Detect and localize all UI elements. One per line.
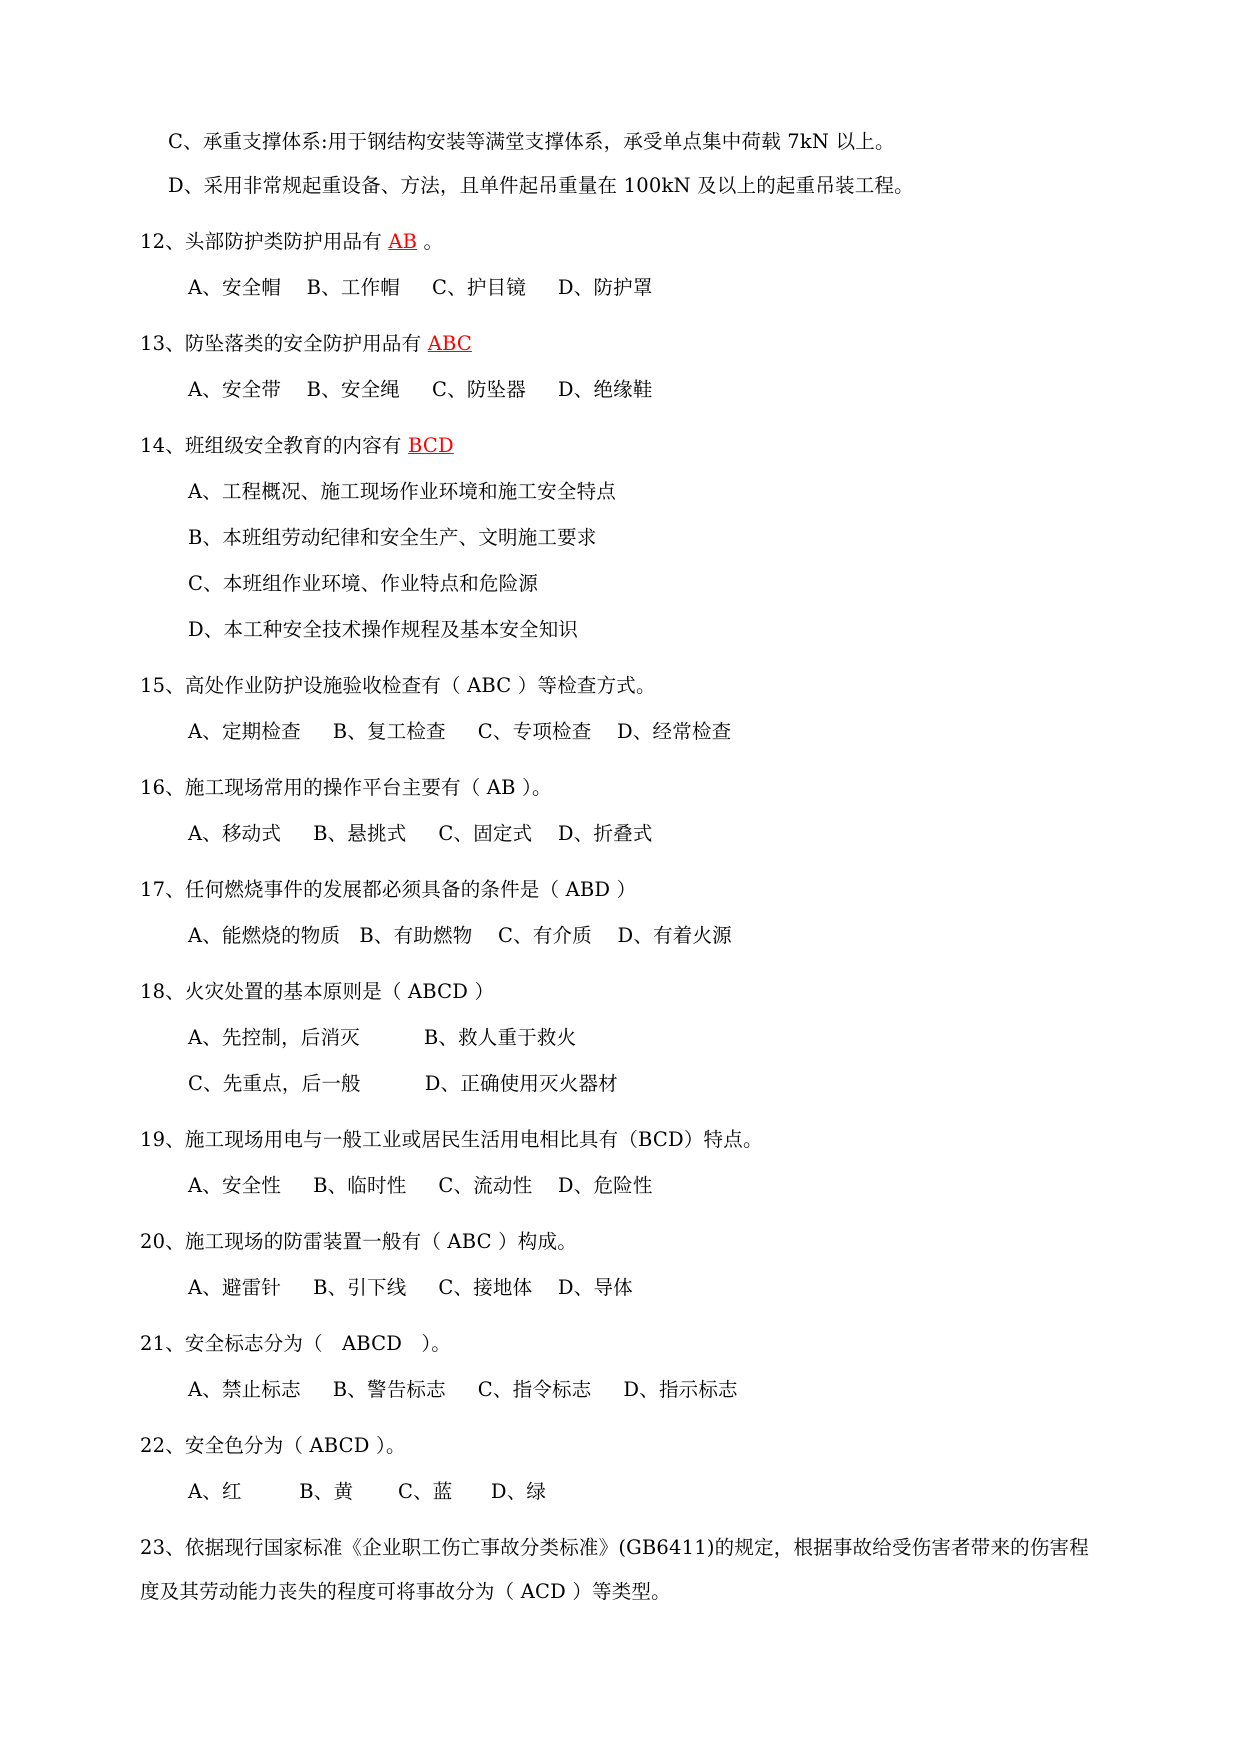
question-14: [140, 424, 1101, 468]
question-14-answer: BCD: [408, 434, 454, 457]
option-line: C、先重点，后一般 D、正确使用灭火器材: [188, 1072, 618, 1095]
question-18: 18、火灾处置的基本原则是（ ABCD ）: [140, 980, 495, 1003]
option-line: A、安全性 B、临时性 C、流动性 D、危险性: [188, 1174, 653, 1197]
question-15: 15、高处作业防护设施验收检查有（ ABC ）等检查方式。: [140, 674, 656, 697]
question-21: 21、安全标志分为（ ABCD ）。: [140, 1332, 451, 1355]
question-19: 19、施工现场用电与一般工业或居民生活用电相比具有（BCD）特点。: [140, 1128, 763, 1151]
option-line: A、能燃烧的物质 B、有助燃物 C、有介质 D、有着火源: [188, 924, 732, 947]
option-line: A、禁止标志 B、警告标志 C、指令标志 D、指示标志: [188, 1378, 738, 1401]
question-12: [140, 220, 1101, 264]
question-14-prefix: 14、班组级安全教育的内容有: [140, 434, 409, 457]
option-line: A、红 B、黄 C、蓝 D、绿: [188, 1480, 547, 1503]
option-line: A、安全带 B、安全绳 C、防坠器 D、绝缘鞋: [188, 378, 653, 401]
question-13-answer: ABC: [427, 332, 473, 355]
question-12-answer: AB: [388, 230, 418, 253]
option-line: A、避雷针 B、引下线 C、接地体 D、导体: [188, 1276, 633, 1299]
question-13-prefix: 13、防坠落类的安全防护用品有: [140, 332, 428, 355]
option-line: A、先控制，后消灭 B、救人重于救火: [188, 1026, 577, 1049]
option-line: C、本班组作业环境、作业特点和危险源: [188, 572, 539, 595]
option-line: A、定期检查 B、复工检查 C、专项检查 D、经常检查: [188, 720, 732, 743]
question-12-prefix: 12、头部防护类防护用品有: [140, 230, 389, 253]
question-20: 20、施工现场的防雷装置一般有（ ABC ）构成。: [140, 1230, 577, 1253]
question-13: [140, 322, 1101, 366]
question-23: 23、依据现行国家标准《企业职工伤亡事故分类标准》(GB6411)的规定，根据事故给受伤害者带来的伤害程度及其劳动能力丧失的程度可将事故分为（ ACD ）等类型。: [140, 1536, 1089, 1603]
option-line: D、本工种安全技术操作规程及基本安全知识: [188, 618, 579, 641]
question-17: 17、任何燃烧事件的发展都必须具备的条件是（ ABD ）: [140, 878, 637, 901]
option-line: A、安全帽 B、工作帽 C、护目镜 D、防护罩: [188, 276, 653, 299]
option-line: C、承重支撑体系:用于钢结构安装等满堂支撑体系，承受单点集中荷载 7kN 以上。: [168, 130, 895, 153]
question-22: 22、安全色分为（ ABCD ）。: [140, 1434, 406, 1457]
option-line: D、采用非常规起重设备、方法，且单件起吊重量在 100kN 及以上的起重吊装工程。: [168, 174, 914, 197]
option-line: A、工程概况、施工现场作业环境和施工安全特点: [188, 480, 616, 503]
question-16: 16、施工现场常用的操作平台主要有（ AB ）。: [140, 776, 552, 799]
option-line: A、移动式 B、悬挑式 C、固定式 D、折叠式: [188, 822, 653, 845]
question-12-suffix: 。: [417, 230, 444, 253]
option-line: B、本班组劳动纪律和安全生产、文明施工要求: [188, 526, 597, 549]
